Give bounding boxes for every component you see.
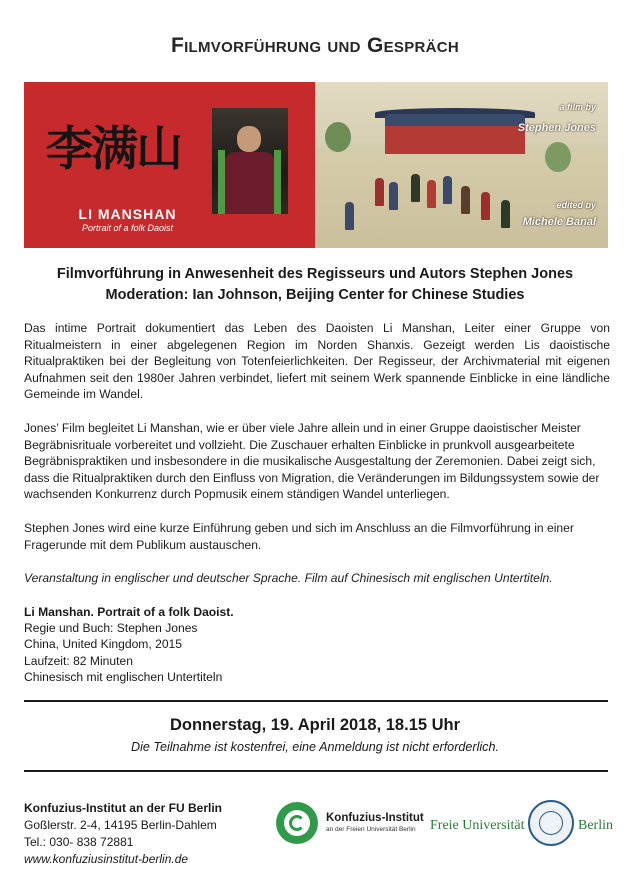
footer-address — [24, 800, 222, 868]
daoist-portrait-photo — [212, 108, 288, 214]
film-info — [24, 604, 234, 685]
temple-illustration — [385, 114, 525, 154]
divider-top — [24, 700, 608, 702]
banner-film-subtitle: Portrait of a folk Daoist — [81, 223, 174, 233]
film-info-line: China, United Kingdom, 2015 — [24, 637, 182, 652]
fu-seal-icon — [528, 800, 574, 846]
painting-panel — [315, 82, 608, 248]
event-date: Donnerstag, 19. April 2018, 18.15 Uhr — [169, 716, 461, 734]
paragraph-1: Das intime Portrait dokumentiert das Leben des Daoisten Li Manshan, Leiter einer Gruppe von Ritualmeistern in einer abgelegenen Region im Norden Shanxis. Gezeigt werden Lis daoistische Ritualpraktiken bei der Begleitung von Totenfeierlichkeiten. Der Regisseur, der Archivmaterial mit eigenen Aufnahmen seit den 1980er Jahren verbindet, liefert mit seinem Werk spannende Einblicke in eine ländliche Gemeinde im Wandel. — [24, 321, 610, 402]
heading-line-1: Filmvorführung in Anwesenheit des Regisseurs und Autors Stephen Jones — [56, 266, 574, 282]
film-by-label: a film by — [559, 102, 596, 112]
footer-website: www.konfuziusinstitut-berlin.de — [24, 852, 189, 866]
film-banner — [24, 82, 608, 248]
chinese-title: 李满山 — [46, 122, 181, 177]
banner-red-panel — [24, 82, 315, 248]
ki-logo-name: Konfuzius-Institut — [326, 812, 424, 824]
fu-logo-text-left: Freie Universität — [430, 818, 525, 833]
ki-logo-sub: an der Freien Universität Berlin — [326, 826, 416, 833]
film-info-line: Laufzeit: 82 Minuten — [24, 653, 133, 668]
banner-film-name: LI MANSHAN — [78, 206, 177, 222]
film-info-line: Regie und Buch: Stephen Jones — [24, 621, 198, 636]
footer-org: Konfuzius-Institut an der FU Berlin — [24, 801, 222, 815]
konfuzius-institut-logo-icon — [276, 802, 318, 844]
film-info-line: Chinesisch mit englischen Untertiteln — [24, 669, 223, 684]
paragraph-2: Jones’ Film begleitet Li Manshan, wie er über viele Jahre allein und in einer Gruppe daoistischer Meister Begräbnisrituale vorbereitet und vollzieht. Die Zuschauer erhalten Einblicke in prunkvoll ausgearbeitete Begräbnispraktiken und insbesondere in die musikalische Ausgestaltung der Zeremonien. Dabei zeigt sich, dass die Ritualpraktiken durch den Einfluss von Migration, die Veränderungen im Bildungssystem sowie der wachsenden Konkurrenz durch Popmusik einem ständigen Wandel unterliegen. — [24, 421, 600, 502]
edited-by-label: edited by — [556, 200, 596, 210]
footer-phone: Tel.: 030- 838 72881 — [24, 835, 134, 849]
heading-line-2: Moderation: Ian Johnson, Beijing Center for Chinese Studies — [105, 287, 525, 303]
language-note: Veranstaltung in englischer und deutscher Sprache. Film auf Chinesisch mit englischen Untertiteln. — [24, 571, 553, 585]
page-title: Filmvorführung und Gespräch — [170, 34, 460, 57]
film-info-title: Li Manshan. Portrait of a folk Daoist. — [24, 605, 234, 619]
footer-street: Goßlerstr. 2-4, 14195 Berlin-Dahlem — [24, 818, 217, 832]
divider-bottom — [24, 770, 608, 772]
fu-logo-text-right: Berlin — [578, 818, 613, 833]
admission-note: Die Teilnahme ist kostenfrei, eine Anmeldung ist nicht erforderlich. — [131, 740, 499, 754]
paragraph-3: Stephen Jones wird eine kurze Einführung geben und sich im Anschluss an die Filmvorführung in einer Fragerunde mit dem Publikum austauschen. — [24, 521, 574, 552]
editor-credit: Michele Banal — [522, 216, 596, 228]
director-credit: Stephen Jones — [517, 122, 596, 134]
